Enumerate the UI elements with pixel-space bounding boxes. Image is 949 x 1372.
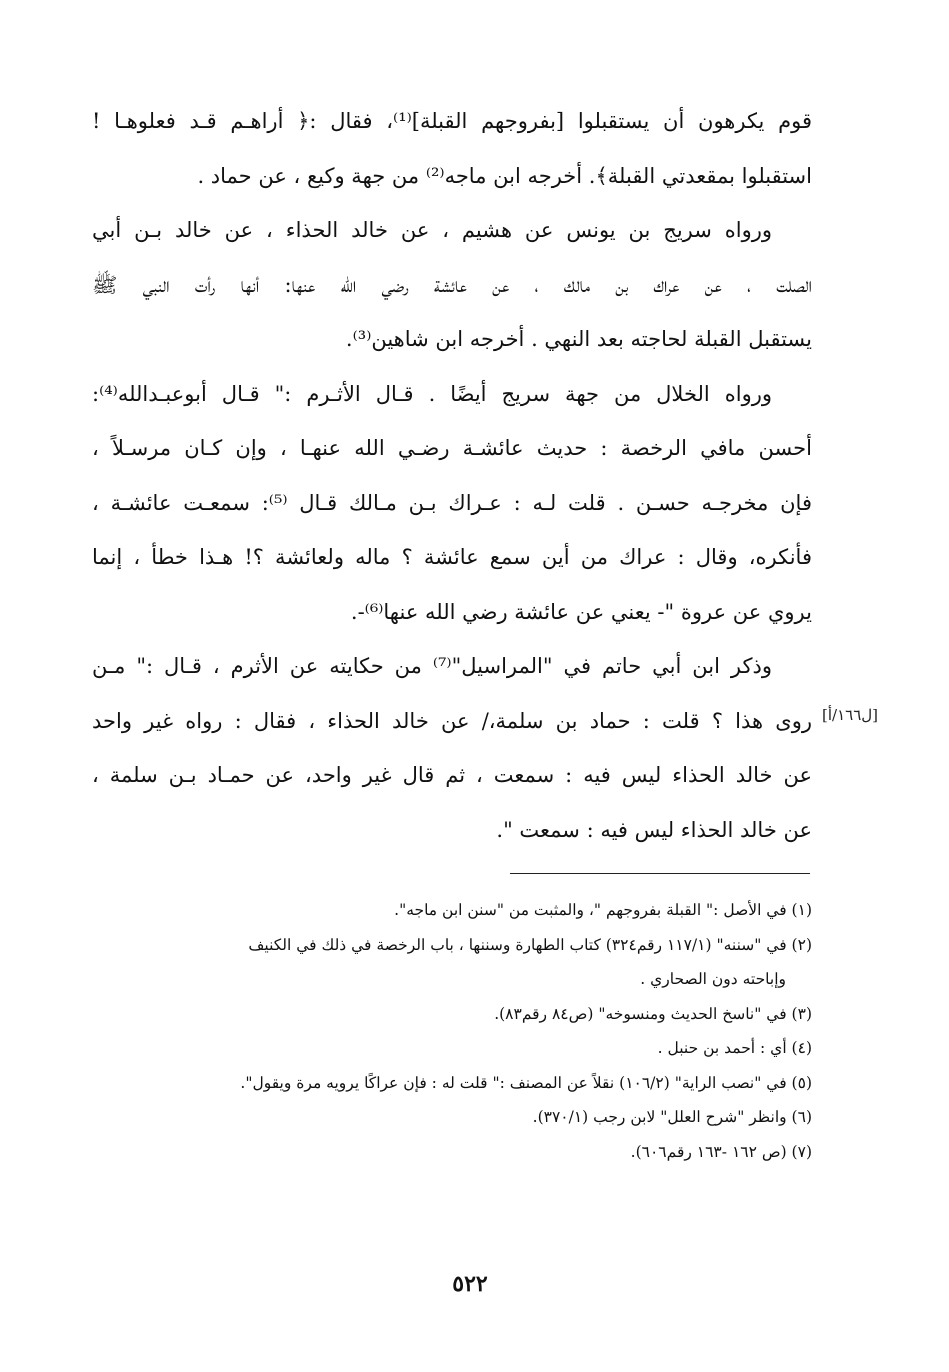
text-line: عن خالد الحذاء ليس فيه : سمعت ". (496, 817, 812, 842)
text-line: وذكر ابن أبي حاتم في "المراسيل"⁽⁷⁾ من حكايته عن الأثرم ، قـال :" مـن (92, 654, 772, 678)
page-number: ٥٢٢ (452, 1271, 488, 1297)
text-line: ورواه الخلال من جهة سريج أيضًا . قـال الأثـرم :" قـال أبوعبـدالله⁽⁴⁾: (92, 381, 772, 406)
main-text (92, 94, 812, 857)
text-line: يروي عن عروة "- يعني عن عائشة رضي الله عنها⁽⁶⁾-. (350, 599, 812, 624)
text-line: استقبلوا بمقعدتي القبلة﴾. أخرجه ابن ماجه⁽²⁾ من جهة وكيع ، عن حماد . (197, 163, 812, 188)
text-line: عن خالد الحذاء ليس فيه : سمعت ، ثم قال غير واحد، عن حمـاد بـن سلمة ، (92, 763, 812, 787)
footnote: (٦) وانظر "شرح العلل" لابن رجب (٣٧٠/١). (532, 1108, 812, 1126)
text-line: قوم يكرهون أن يستقبلوا [بفروجهم القبلة]⁽¹⁾، فقال :﴿ أراهـم قـد فعلوهـا ! (92, 109, 812, 133)
footnote: (٢) في "سننه" (١١٧/١ رقم٣٢٤) كتاب الطهارة وسننها ، باب الرخصة في ذلك في الكنيف (248, 935, 812, 954)
text-line: الصلت ، عن عراك بن مالك ، عن عائشة رضي الله عنها: أنها رأت النبي ﷺ (92, 272, 812, 297)
footnote: (٣) في "ناسخ الحديث ومنسوخه" (ص٨٤ رقم٨٣). (494, 1004, 812, 1023)
footnote: (٤) أي : أحمد بن حنبل . (657, 1039, 812, 1057)
footnote: (٥) في "نصب الراية" (١٠٦/٢) نقلاً عن المصنف :" قلت له : فإن عراكًا يرويه مرة ويقول". (240, 1073, 812, 1092)
text-line: أحسن مافي الرخصة : حديث عائشـة رضـي الله عنهـا ، وإن كـان مرسـلاً ، (92, 436, 812, 460)
footnote-continuation: وإباحته دون الصحاري . (640, 970, 786, 988)
text-line: ورواه سريج بن يونس عن هشيم ، عن خالد الحذاء ، عن خالد بـن أبي (92, 218, 772, 242)
text-line: فإن مخرجـه حسـن . قلت لـه : عـراك بـن مـالك قـال ⁽⁵⁾: سمعـت عائشـة ، (92, 490, 812, 515)
footnotes (90, 893, 812, 1169)
text-line: روى هذا ؟ قلت : حماد بن سلمة،/ عن خالد الحذاء ، فقال : رواه غير واحد (92, 708, 812, 733)
text-line: فأنكره، وقال : عراك من أين سمع عائشة ؟ ماله ولعائشة ؟! هـذا خطأ ، إنما (92, 545, 812, 569)
manuscript-folio-note: [ل١٦٦/أ] (822, 706, 879, 724)
footnote: (٧) (ص ١٦٢ -١٦٣ رقم٦٠٦). (630, 1142, 812, 1161)
text-line: يستقبل القبلة لحاجته بعد النهي . أخرجه ابن شاهين⁽³⁾. (345, 327, 812, 351)
footnote: (١) في الأصل :" القبلة بفروجهم "، والمثبت من "سنن ابن ماجه". (394, 901, 812, 919)
footnote-separator (510, 873, 810, 874)
